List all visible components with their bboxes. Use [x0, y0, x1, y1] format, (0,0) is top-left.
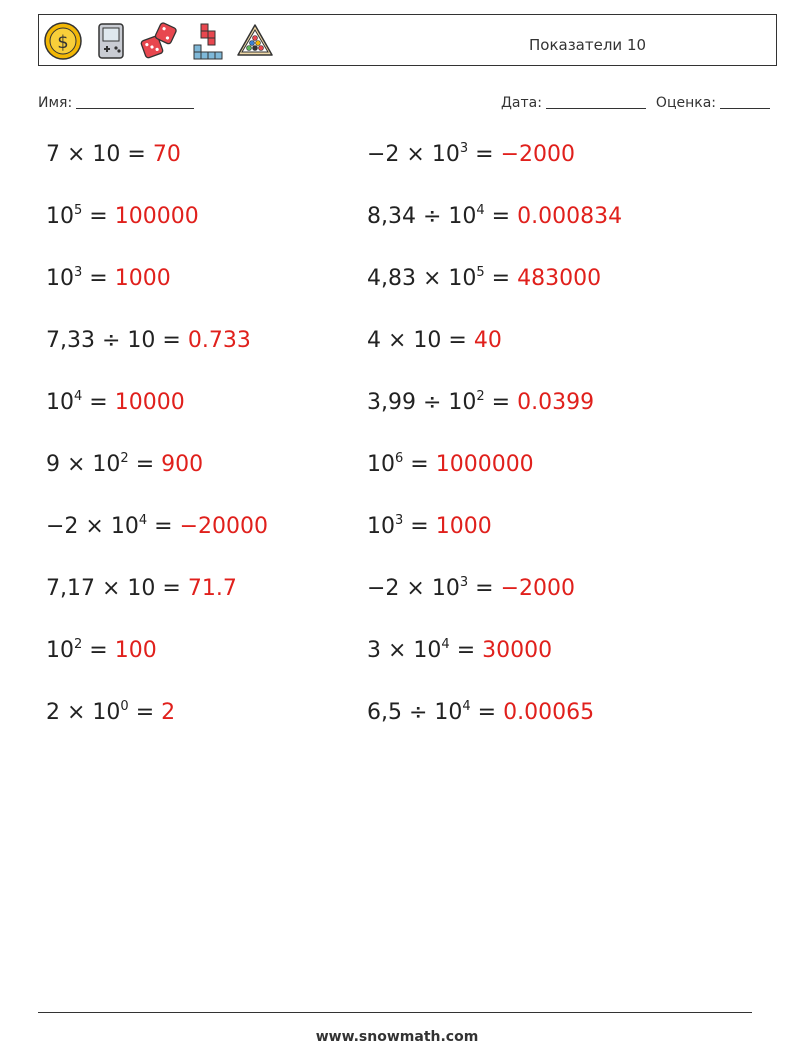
problem-expression: 10	[46, 390, 74, 415]
answer-value: 0.0399	[517, 390, 595, 415]
exponent: 5	[74, 203, 83, 218]
equals-sign: =	[449, 638, 483, 663]
problem-item	[46, 576, 237, 601]
answer-value: 40	[473, 328, 502, 353]
problem-item	[367, 700, 594, 725]
grade-label: Оценка:	[655, 95, 716, 111]
equals-sign: =	[82, 266, 115, 291]
answer-value: 70	[152, 142, 181, 167]
answer-value: 0.733	[187, 328, 251, 353]
tetris-blocks-icon	[187, 21, 227, 61]
problem-expression: 7,17 × 10 =	[46, 576, 188, 601]
equals-sign: =	[470, 700, 504, 725]
date-blank	[546, 94, 646, 109]
problem-item	[46, 514, 268, 539]
problem-item	[46, 390, 185, 415]
equals-sign: =	[147, 514, 180, 539]
problem-item	[46, 638, 157, 663]
equals-sign: =	[468, 576, 501, 601]
equals-sign: =	[484, 266, 518, 291]
dice-icon	[139, 21, 179, 61]
problem-item	[46, 142, 181, 167]
exponent: 2	[74, 637, 83, 652]
answer-value: −2000	[500, 142, 575, 167]
problem-expression: 9 × 10	[46, 452, 121, 477]
footer-divider	[38, 1012, 752, 1013]
problem-expression: 10	[46, 266, 74, 291]
problem-expression: 10	[367, 452, 395, 477]
problem-item	[46, 328, 251, 353]
exponent: 4	[441, 637, 450, 652]
problem-item	[367, 576, 575, 601]
equals-sign: =	[403, 452, 436, 477]
handheld-game-icon	[91, 21, 131, 61]
equals-sign: =	[468, 142, 501, 167]
answer-value: 2	[161, 700, 176, 725]
date-grade-fields	[501, 94, 770, 111]
problem-item	[367, 204, 622, 229]
equals-sign: =	[128, 700, 162, 725]
exponent: 6	[395, 451, 404, 466]
billiard-rack-icon	[235, 21, 275, 61]
equals-sign: =	[484, 204, 518, 229]
exponent: 4	[462, 699, 471, 714]
answer-value: 100	[114, 638, 157, 663]
header-box	[38, 14, 777, 66]
answer-value: 1000	[435, 514, 492, 539]
name-field	[38, 94, 194, 111]
problem-item	[367, 638, 552, 663]
svg-text:$: $	[57, 32, 69, 53]
problem-expression: 4 × 10 =	[367, 328, 474, 353]
problem-expression: 10	[46, 204, 74, 229]
answer-value: 483000	[517, 266, 602, 291]
answer-value: 0.00065	[503, 700, 595, 725]
problem-item	[367, 514, 492, 539]
exponent: 4	[138, 513, 148, 528]
exponent: 3	[395, 513, 404, 528]
exponent: 4	[476, 203, 485, 218]
problem-item	[367, 452, 534, 477]
icon-strip	[43, 21, 275, 61]
answer-value: 1000000	[435, 452, 534, 477]
answer-value: 71.7	[187, 576, 237, 601]
grade-blank	[720, 94, 770, 109]
equals-sign: =	[403, 514, 436, 539]
exponent: 3	[459, 141, 469, 156]
problem-expression: 4,83 × 10	[367, 266, 477, 291]
equals-sign: =	[82, 390, 115, 415]
problem-expression: 10	[46, 638, 74, 663]
problem-item	[367, 142, 575, 167]
answer-value: 1000	[114, 266, 171, 291]
date-label: Дата:	[500, 95, 542, 111]
equals-sign: =	[82, 204, 115, 229]
problem-item	[46, 204, 199, 229]
coin-icon	[43, 21, 83, 61]
problem-item	[367, 390, 594, 415]
problem-expression: 2 × 10	[46, 700, 121, 725]
problem-expression: −2 × 10	[367, 576, 460, 601]
problem-item	[46, 452, 203, 477]
problem-expression: 7 × 10 =	[46, 142, 153, 167]
problem-item	[46, 266, 171, 291]
exponent: 3	[74, 265, 83, 280]
exponent: 0	[120, 699, 129, 714]
problem-expression: 7,33 ÷ 10 =	[46, 328, 188, 353]
answer-value: 10000	[114, 390, 185, 415]
answer-value: 100000	[114, 204, 199, 229]
problem-expression: 3,99 ÷ 10	[367, 390, 477, 415]
equals-sign: =	[82, 638, 115, 663]
page-title: Показатели 10	[529, 36, 647, 54]
equals-sign: =	[128, 452, 162, 477]
exponent: 3	[459, 575, 469, 590]
answer-value: −2000	[500, 576, 575, 601]
footer-url: www.snowmath.com	[315, 1029, 479, 1045]
name-label: Имя:	[38, 95, 73, 111]
exponent: 5	[476, 265, 485, 280]
problem-item	[367, 328, 502, 353]
answer-value: 0.000834	[517, 204, 623, 229]
exponent: 4	[74, 389, 83, 404]
answer-value: 30000	[482, 638, 553, 663]
problem-expression: −2 × 10	[46, 514, 139, 539]
exponent: 2	[476, 389, 485, 404]
equals-sign: =	[484, 390, 518, 415]
problem-expression: 3 × 10	[367, 638, 442, 663]
answer-value: 900	[161, 452, 204, 477]
exponent: 2	[120, 451, 129, 466]
problem-expression: 8,34 ÷ 10	[367, 204, 477, 229]
problem-expression: 6,5 ÷ 10	[367, 700, 463, 725]
name-blank	[76, 94, 194, 109]
problem-expression: 10	[367, 514, 395, 539]
problem-item	[367, 266, 601, 291]
problem-expression: −2 × 10	[367, 142, 460, 167]
date-field	[501, 94, 646, 111]
problem-item	[46, 700, 175, 725]
grade-field	[656, 94, 770, 111]
answer-value: −20000	[179, 514, 268, 539]
